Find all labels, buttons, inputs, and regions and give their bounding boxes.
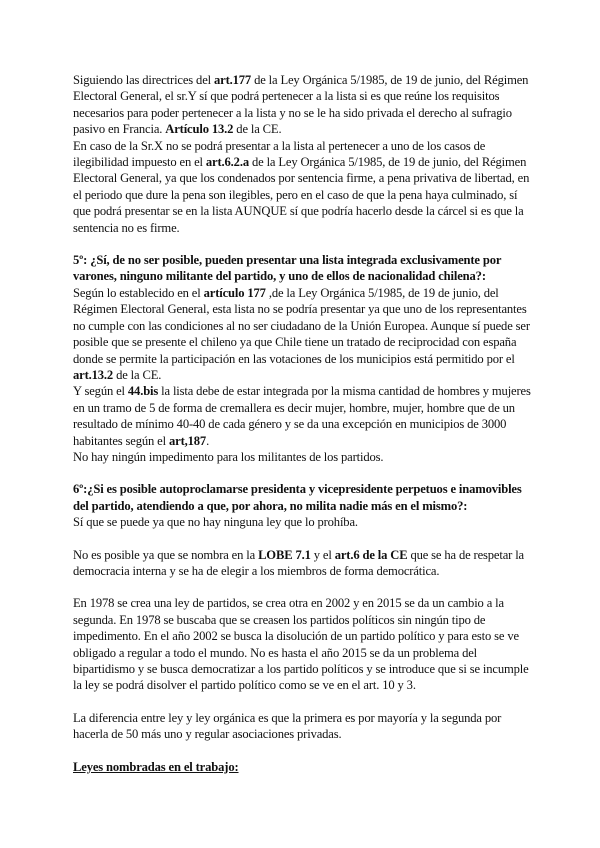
paragraph-44-bis xyxy=(73,383,535,449)
paragraph-si-se-puede: Sí que se puede ya que no hay ninguna ley que lo prohíba. xyxy=(73,515,358,530)
spacer xyxy=(73,579,535,595)
spacer xyxy=(73,694,535,710)
text-run: de la CE. xyxy=(113,367,162,382)
bold-reference: 44.bis xyxy=(127,384,159,399)
bold-reference: art,187 xyxy=(168,433,207,448)
spacer xyxy=(73,531,535,547)
paragraph-lista-varones xyxy=(73,285,535,383)
paragraph-militantes: No hay ningún impedimento para los militantes de los partidos. xyxy=(73,449,384,464)
text-run: que se ha de respetar la democracia interna y se ha de elegir a los miembros de forma democrática. xyxy=(73,547,524,578)
spacer xyxy=(73,743,535,759)
text-run: Según lo establecido en el xyxy=(73,285,204,300)
spacer xyxy=(73,465,535,481)
text-run: No es posible ya que se nombra en la xyxy=(73,547,259,562)
paragraph-ley-organica: La diferencia entre ley y ley orgánica es que la primera es por mayoría y la segunda por hacerla de 50 más uno y regular asociaciones privadas. xyxy=(73,710,502,742)
paragraph-sr-x xyxy=(73,138,535,236)
document-page xyxy=(73,72,535,775)
paragraph-article-177 xyxy=(73,72,535,138)
text-run: . xyxy=(206,433,210,448)
laws-heading: Leyes nombradas en el trabajo: xyxy=(73,759,239,774)
text-run: de la Ley Orgánica 5/1985, de 19 de junio, del Régimen Electoral General, ya que los condenados por sentencia firme, a pena privativa de libertad, en el periodo que dure la pena son ilegibles, pero en el caso de que la pena haya culminado, sí que podrá presentar se en la lista AUNQUE sí que podría hacerlo desde la cárcel si es que la sentencia no es firme. xyxy=(73,155,530,235)
bold-reference: artículo 177 xyxy=(203,285,266,300)
bold-reference: art.13.2 xyxy=(73,367,114,382)
text-run: la lista debe de estar integrada por la misma cantidad de hombres y mujeres en un tramo de 5 de forma de cremallera es decir mujer, hombre, mujer, hombre que de un resultado de mínimo 40-40 de cada género y se da una excepción en municipios de 3000 habitantes según el xyxy=(73,384,531,448)
spacer xyxy=(73,236,535,252)
text-run: ,de la Ley Orgánica 5/1985, de 19 de junio, del Régimen Electoral General, esta lista no se podría presentar ya que uno de los representantes no cumple con las condiciones al no ser ciudadano de la Unión Europea. Aunque sí puede ser posible que se presente el chileno ya que Chile tiene un tratado de reciprocidad con españa donde se permite la participación en las votaciones de los municipios está permitido por el xyxy=(73,285,530,366)
text-run: Y según el xyxy=(73,384,128,399)
text-run: de la Ley Orgánica 5/1985, de 19 de junio, del Régimen Electoral General, el sr.Y sí que podrá pertenecer a la lista si es que reúne los requisitos necesarios para poder pertenecer a la lista y no se le ha sido privada el derecho al sufragio pasivo en Francia. xyxy=(73,73,529,137)
text-run: Siguiendo las directrices del xyxy=(73,73,214,87)
bold-reference: art.6.2.a xyxy=(205,155,249,170)
paragraph-ley-de-partidos: En 1978 se crea una ley de partidos, se crea otra en 2002 y en 2015 se da un cambio a la segunda. En 1978 se buscaba que se creasen los partidos políticos sin ningún tipo de impedimento. En el año 2002 se busca la disolución de un partido político y para esto se ve obligado a regular a todo el mundo. No es hasta el año 2015 se da un problema del bipartidismo y se busca democratizar a los partido políticos y se introduce que si se incumple la ley se podrá disolver el partido político como se ve en el art. 10 y 3. xyxy=(73,596,529,693)
bold-reference: art.6 de la CE xyxy=(334,547,408,562)
question-6-heading: 6º:¿Si es posible autoproclamarse presidenta y vicepresidente perpetuos e inamovibles del partido, atendiendo a que, por ahora, no milita nadie más en el mismo?: xyxy=(73,482,522,513)
text-run: de la CE. xyxy=(233,122,282,137)
text-run: En caso de la Sr.X no se podrá presentar a la lista al pertenecer a uno de los casos de ilegibilidad impuesto en el xyxy=(73,138,486,170)
bold-reference: Artículo 13.2 xyxy=(165,122,234,137)
bold-reference: LOBE 7.1 xyxy=(258,547,311,562)
question-5-heading: 5º: ¿Sí, de no ser posible, pueden presentar una lista integrada exclusivamente por varones, ninguno militante del partido, y uno de ellos de nacionalidad chilena?: xyxy=(73,253,502,284)
text-run: y el xyxy=(310,547,335,562)
bold-reference: art.177 xyxy=(214,73,252,87)
paragraph-no-es-posible xyxy=(73,547,535,580)
